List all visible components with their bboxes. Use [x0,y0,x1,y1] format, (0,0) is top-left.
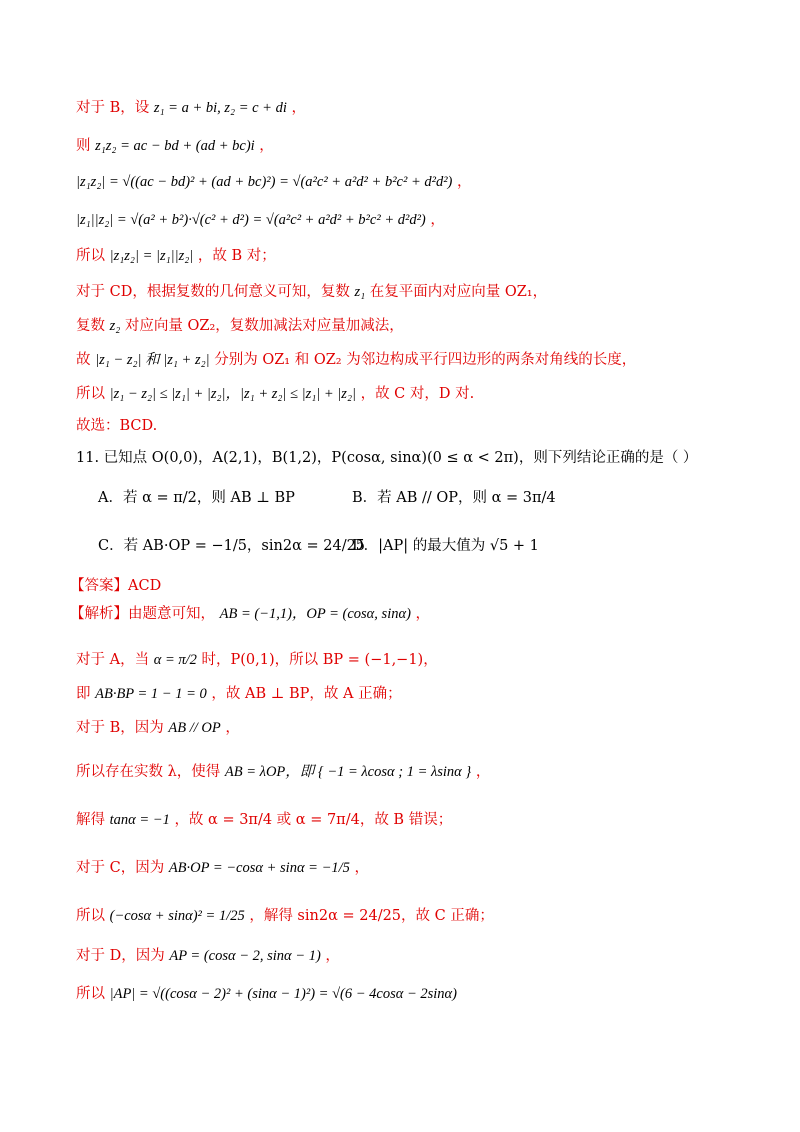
line-math: z₁z₂ = ac − bd + (ad + bc)i [95,138,255,154]
line-text: 对于 A，当 [76,652,150,668]
line-text: 所以 [76,386,105,402]
line-text: 对于 C，因为 [76,860,165,876]
option-b: B．若 AB // OP，则 α = 3π/4 [352,490,556,506]
analysis-line-8 [76,906,494,926]
analysis-line-4 [76,718,240,738]
line-text: 所以 [76,248,105,264]
analysis-line-10 [76,984,457,1004]
analysis-line-5 [76,762,490,782]
line-text: 【解析】由题意可知， [70,606,215,622]
line-b-set [76,98,306,118]
line-math: AP = (cosα − 2, sinα − 1) [169,948,321,964]
line-math: z₁ [354,284,366,300]
line-tail: ，故 α = 3π/4 或 α = 7π/4，故 B 错误； [174,812,453,828]
line-math: AB // OP [168,720,221,736]
question-stem [76,448,697,468]
line-math: AB = (−1,1)，OP = (cosα, sinα) [219,606,411,622]
option-d: D．|AP| 的最大值为 √5 + 1 [352,538,539,554]
line-tail: 对应向量 OZ₂，复数加减法对应量加减法， [124,318,404,334]
line-math: z₂ [109,318,121,334]
analysis-line-6 [76,810,452,830]
analysis-line-2 [76,650,438,670]
option-a: A．若 α = π/2，则 AB ⊥ BP [98,490,295,506]
line-math: tanα = −1 [109,812,170,828]
line-b-modulus-product [76,172,472,192]
line-text: 则 [76,138,91,154]
line-text: 所以 [76,908,105,924]
line-math: |AP| = √((cosα − 2)² + (sinα − 1)²) = √(6 − 4cosα − 2sinα) [109,986,457,1002]
line-tail: 分别为 OZ₁ 和 OZ₂ 为邻边构成平行四边形的两条对角线的长度， [214,352,637,368]
line-tail: ， [430,212,445,228]
line-cd-z2 [76,316,404,336]
line-math: AB·OP = −cosα + sinα = −1/5 [168,860,350,876]
line-tail: ，解得 sin2α = 24/25，故 C 正确； [249,908,494,924]
line-math: z₁ = a + bi, z₂ = c + di [153,100,287,116]
analysis-line-3 [76,684,402,704]
line-math: AB = λOP，即 { −1 = λcosα ; 1 = λsinα } [224,764,472,780]
line-math: |z₁ − z₂| ≤ |z₁| + |z₂|，|z₁ + z₂| ≤ |z₁| + |z₂| [109,386,356,402]
line-tail: ， [475,764,491,780]
question-number: 11. [76,450,100,466]
line-tail: ， [415,606,431,622]
analysis-line-1 [70,604,430,624]
analysis-line-9 [76,946,340,966]
line-math: |z₁ − z₂| 和 |z₁ + z₂| [95,352,210,368]
analysis-line-7 [76,858,369,878]
line-math: |z₁||z₂| = √(a² + b²)·√(c² + d²) = √(a²c² + a²d² + b²c² + d²d²) [76,212,426,228]
option-c: C．若 AB·OP = −1/5，sin2α = 24/25 [98,538,366,554]
line-math: (−cosα + sinα)² = 1/25 [109,908,245,924]
line-text: 对于 CD，根据复数的几何意义可知，复数 [76,284,350,300]
line-tail: 在复平面内对应向量 OZ₁， [369,284,548,300]
line-b-conclusion [76,246,276,266]
line-text: 解得 [76,812,105,828]
line-tail: ， [291,100,306,116]
line-math: |z₁z₂| = |z₁||z₂| [109,248,194,264]
line-text: 即 [76,686,91,702]
line-text: 对于 B，设 [76,100,150,116]
question-text: 已知点 O(0,0)，A(2,1)，B(1,2)，P(cosα, sinα)(0 ≤ α < 2π)，则下列结论正确的是（ ） [103,450,698,466]
line-text: 对于 D，因为 [76,948,165,964]
line-b-product [76,136,274,156]
line-cd-conclusion [76,384,474,404]
line-math: α = π/2 [153,652,197,668]
line-text: 故 [76,352,91,368]
line-text: 对于 B，因为 [76,720,164,736]
line-text: 所以 [76,986,105,1002]
line-tail: ，故 B 对； [197,248,276,264]
line-text: 所以存在实数 λ，使得 [76,764,221,780]
line-tail: ，故 AB ⊥ BP，故 A 正确； [211,686,402,702]
line-tail: ， [259,138,274,154]
line-cd-intro [76,282,547,302]
line-math: |z₁z₂| = √((ac − bd)² + (ad + bc)²) = √(a²c² + a²d² + b²c² + d²d²) [76,174,453,190]
line-tail: ， [457,174,472,190]
answer-label: 【答案】ACD [70,578,162,594]
line-tail: 时，P(0,1)，所以 BP = (−1,−1)， [201,652,438,668]
line-tail: ，故 C 对，D 对. [360,386,475,402]
line-cd-diagonals [76,350,636,370]
line-text: 复数 [76,318,105,334]
line-math: AB·BP = 1 − 1 = 0 [95,686,207,702]
line-final-choice [76,416,157,436]
line-text: 故选：BCD. [76,418,158,434]
line-tail: ， [225,720,240,736]
line-tail: ， [325,948,340,964]
line-tail: ， [354,860,370,876]
line-b-modulus-each [76,210,445,230]
